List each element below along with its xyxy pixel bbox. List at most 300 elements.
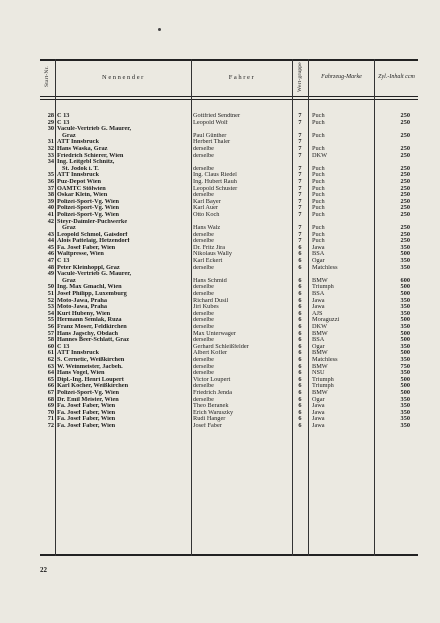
displacement-ccm: 350 [400,416,410,423]
entrant-name: Hans Jagschy, Obdach [57,330,119,337]
table-row [40,324,418,331]
class-value: 6 [298,383,302,390]
class-value: 6 [298,409,302,416]
table-row [40,311,418,318]
table-row [40,113,418,120]
vehicle-make: BMW [312,389,328,396]
header-start-nr: Start-Nr. [44,66,50,88]
entrant-name: S. Cernetic, Weißkirchen [57,356,125,363]
table-row [40,377,418,384]
rider-name: Dr. Fritz Jira [193,244,226,251]
start-number: 47 [47,258,54,265]
displacement-ccm: 500 [400,284,410,291]
rider-name: Friedrich Jenda [193,389,232,396]
start-number: 71 [47,416,54,423]
rider-name: derselbe [193,356,214,363]
displacement-ccm: 350 [400,304,410,311]
rider-name: Nikolaus Wally [193,251,233,258]
table-row [40,364,418,371]
header-rule-2 [40,99,418,100]
class-value: 7 [298,132,302,139]
vehicle-make: Jawa [312,297,325,304]
vehicle-make: Jawa [312,244,325,251]
vehicle-make: Jawa [312,422,325,429]
class-value: 6 [298,337,302,344]
entrant-name: Puz-Depot Wien [57,178,102,185]
table-row [40,298,418,305]
class-value: 6 [298,422,302,429]
vehicle-make: Jawa [312,403,325,410]
entrant-name: Fa. Josef Faber, Wien [57,409,116,416]
rider-name: derselbe [193,152,214,159]
rider-name: Karl Eckert [193,258,223,265]
start-number: 64 [47,370,54,377]
vehicle-make: Jawa [312,304,325,311]
header-wertgruppe: Wert-gruppe [297,62,303,92]
class-value: 7 [298,145,302,152]
displacement-ccm: 250 [400,145,410,152]
header-fahrer: Fahrer [228,73,256,81]
table-row [40,350,418,357]
vehicle-make: Matchless [312,264,338,271]
displacement-ccm: 250 [400,152,410,159]
entrant-name: Polizei-Sport-Vg. Wien [57,205,120,212]
class-value: 6 [298,330,302,337]
start-number: 42 [47,218,54,225]
rider-name: Hans Walz [193,225,221,232]
start-number: 67 [47,389,54,396]
entrant-name: Ing. Max Gmachl, Wien [57,284,122,291]
class-value: 6 [298,356,302,363]
start-number: 52 [47,297,54,304]
displacement-ccm: 250 [400,238,410,245]
vehicle-make: Ogar [312,258,325,265]
entrant-name: Moto-Jawa, Praha [57,297,108,304]
entrant-name: ATT Innsbruck [57,350,99,357]
vehicle-make: Puch [312,145,325,152]
entry-table [40,59,418,556]
start-number: 43 [47,231,54,238]
displacement-ccm: 350 [400,324,410,330]
vehicle-make: Puch [312,119,325,126]
vehicle-make: DKW [312,152,328,159]
class-value: 7 [298,192,302,199]
start-number: 66 [47,383,54,390]
rider-name: Otto Koch [193,211,220,218]
entrant-name: Franz Moser, Feldkirchen [57,324,127,330]
rider-name: Rudi Hanger [193,416,226,423]
vehicle-make: Puch [312,231,325,238]
entrant-name: Graz [62,277,76,284]
displacement-ccm: 250 [400,119,410,126]
class-value: 6 [298,350,302,357]
start-number: 34 [47,159,54,166]
entrant-name: C 13 [57,258,70,265]
table-row [40,344,418,351]
rider-name: Herbert Thaler [193,139,231,146]
table-row [40,317,418,324]
entrant-name: Alois Pattelaig, Hetzendorf [57,238,130,245]
entrant-name: Ing. Leitgebl Schnitz, [57,159,115,166]
class-value: 6 [298,244,302,251]
table-row [40,390,418,397]
class-value: 6 [298,304,302,311]
displacement-ccm: 500 [400,383,410,390]
table-row [40,232,418,239]
rider-name: Gerhard Schleißfelder [193,343,249,350]
table-row [40,192,418,199]
displacement-ccm: 250 [400,192,410,199]
vehicle-make: NSU [312,370,325,377]
page-number: 22 [40,566,47,574]
class-value: 6 [298,297,302,304]
start-number: 39 [47,198,54,205]
class-value: 6 [298,389,302,396]
class-value: 7 [298,238,302,245]
class-value: 7 [298,139,302,146]
vehicle-make: BMW [312,330,328,337]
class-value: 6 [298,277,302,284]
displacement-ccm: 250 [400,198,410,205]
header-fahrzeug-marke: Fahrzeug-Marke [321,73,362,80]
start-number: 44 [47,238,54,245]
class-value: 7 [298,178,302,185]
displacement-ccm: 500 [400,317,410,324]
rider-name: Jiri Kubes [193,304,219,311]
entrant-name: Vaculé-Vertrieb G. Maurer, [57,126,132,133]
entrant-name: Karl Kocher, Weißkirchen [57,383,129,390]
table-row [40,153,418,160]
table-row [40,397,418,404]
vehicle-make: Jawa [312,409,325,416]
class-value: 6 [298,416,302,423]
entrant-name: Fa. Josef Faber, Wien [57,403,116,410]
start-number: 50 [47,284,54,291]
class-value: 6 [298,310,302,317]
entrant-name: Waltpresse, Wien [57,251,104,258]
class-value: 7 [298,152,302,159]
start-number: 58 [47,337,54,344]
entrant-name: ATT Innsbruck [57,172,99,179]
entrant-name: Hermann Semlak, Ruza [57,317,122,324]
rider-name: derselbe [193,145,214,152]
displacement-ccm: 350 [400,403,410,410]
vehicle-make: BSA [312,251,325,258]
header-zylinderinhalt: Zyl.-Inhalt ccm [378,73,415,80]
class-value: 6 [298,264,302,271]
vehicle-make: Puch [312,165,325,172]
class-value: 7 [298,205,302,212]
table-row [40,159,418,166]
entrant-name: C 13 [57,343,70,350]
displacement-ccm: 250 [400,211,410,218]
table-row [40,172,418,179]
start-number: 54 [47,310,54,317]
start-number: 69 [47,403,54,410]
displacement-ccm: 350 [400,297,410,304]
rider-name: Victor Loupert [193,376,231,383]
class-value: 6 [298,403,302,410]
displacement-ccm: 350 [400,422,410,429]
ink-speck [158,28,161,31]
class-value: 7 [298,185,302,192]
table-row [40,278,418,285]
vehicle-make: Puch [312,225,325,232]
displacement-ccm: 500 [400,376,410,383]
table-row [40,265,418,272]
start-number: 32 [47,145,54,152]
displacement-ccm: 350 [400,396,410,403]
displacement-ccm: 350 [400,370,410,377]
rider-name: derselbe [193,310,214,317]
entrant-name: ÖAMTC Stölwien [57,185,106,192]
rider-name: Richard Dusil [193,297,229,304]
rider-name: derselbe [193,231,214,238]
class-value: 7 [298,165,302,172]
class-value: 6 [298,376,302,383]
rider-name: Leopold Schuster [193,185,238,192]
vehicle-make: Puch [312,192,325,199]
table-row [40,251,418,258]
entrant-name: Hannes Beer-Schlatt, Graz [57,337,129,344]
rider-name: Josef Faber [193,422,222,429]
vehicle-make: Triumph [312,383,334,390]
table-row [40,186,418,193]
start-number: 45 [47,244,54,251]
table-row [40,423,418,430]
table-row [40,258,418,265]
start-number: 68 [47,396,54,403]
entrant-name: ATT Innsbruck [57,139,99,146]
displacement-ccm: 250 [400,165,410,172]
table-row [40,370,418,377]
table-row [40,410,418,417]
displacement-ccm: 500 [400,337,410,344]
class-value: 7 [298,113,302,119]
vehicle-make: Puch [312,132,325,139]
rider-name: derselbe [193,317,214,324]
table-row [40,245,418,252]
start-number: 46 [47,251,54,258]
start-number: 72 [47,422,54,429]
table-row [40,225,418,232]
displacement-ccm: 500 [400,389,410,396]
vehicle-make: Puch [312,238,325,245]
table-row [40,139,418,146]
class-value: 6 [298,396,302,403]
class-value: 7 [298,211,302,218]
vehicle-make: Puch [312,113,325,119]
rider-name: Leopold Wolf [193,119,228,126]
entrant-name: Steyr-Daimler-Puchwerke [57,218,128,225]
entrant-name: Dr. Emil Meister, Wien [57,396,119,403]
entrant-name: Fa. Josef Faber, Wien [57,416,116,423]
rider-name: Theo Beranek [193,403,229,410]
rider-name: derselbe [193,363,214,370]
class-value: 6 [298,317,302,324]
table-row [40,238,418,245]
displacement-ccm: 250 [400,178,410,185]
displacement-ccm: 350 [400,409,410,416]
entrant-name: Hans Vogel, Wien [57,370,105,377]
class-value: 7 [298,225,302,232]
table-row [40,291,418,298]
header-nennender: Nennender [102,73,145,81]
class-value: 6 [298,291,302,298]
table-row [40,416,418,423]
start-number: 41 [47,211,54,218]
vehicle-make: BMW [312,277,328,284]
displacement-ccm: 350 [400,356,410,363]
rider-name: derselbe [193,396,214,403]
rider-name: Erich Waruszky [193,409,234,416]
entrant-name: Fa. Josef Faber, Wien [57,422,116,429]
table-row [40,219,418,226]
start-number: 28 [47,113,54,119]
start-number: 70 [47,409,54,416]
entrant-name: Leopold Schmol, Gaisdorf [57,231,128,238]
displacement-ccm: 500 [400,291,410,298]
displacement-ccm: 350 [400,244,410,251]
table-row [40,212,418,219]
displacement-ccm: 250 [400,231,410,238]
class-value: 6 [298,251,302,258]
vehicle-make: Puch [312,178,325,185]
entrant-name: C 13 [57,119,70,126]
vehicle-make: BMW [312,350,328,357]
displacement-ccm: 250 [400,225,410,232]
rider-name: derselbe [193,238,214,245]
entrant-name: Vaculé-Vertrieb G. Maurer, [57,271,132,278]
vehicle-make: Puch [312,198,325,205]
vehicle-make: Ogar [312,343,325,350]
entrant-name: Hans Waska, Graz [57,145,108,152]
rider-name: derselbe [193,370,214,377]
rider-name: Paul Günther [193,132,227,139]
start-number: 60 [47,343,54,350]
entrant-name: Polizei-Sport-Vg. Wien [57,198,120,205]
vehicle-make: Puch [312,205,325,212]
table-row [40,205,418,212]
vehicle-make: AJS [312,310,323,317]
table-row [40,179,418,186]
entrant-name: Josef Philipp, Luxemburg [57,291,127,298]
vehicle-make: Puch [312,211,325,218]
entrant-name: Friedrich Schierer, Wien [57,152,124,159]
entrant-name: Dipl.-Ing. Henri Loupert [57,376,124,383]
displacement-ccm: 250 [400,132,410,139]
displacement-ccm: 350 [400,264,410,271]
class-value: 6 [298,284,302,291]
start-number: 31 [47,139,54,146]
vehicle-make: Ogar [312,396,325,403]
vehicle-make: Triumph [312,284,334,291]
table-top-rule [40,59,418,61]
start-number: 65 [47,376,54,383]
rider-name: Ing. Hubert Rauh [193,178,237,185]
class-value: 6 [298,370,302,377]
rider-name: Albert Kofler [193,350,228,357]
entrant-name: Polizei-Sport-Vg. Wien [57,211,120,218]
start-number: 63 [47,363,54,370]
vehicle-make: Triumph [312,376,334,383]
rider-name: Karl Auer [193,205,219,212]
entrant-name: Peter Kleinhoppl, Graz [57,264,120,271]
start-number: 33 [47,152,54,159]
rider-name: derselbe [193,165,214,172]
start-number: 29 [47,119,54,126]
vehicle-make: DKW [312,324,328,330]
start-number: 49 [47,271,54,278]
rider-name: derselbe [193,337,214,344]
rider-name: derselbe [193,383,214,390]
start-number: 53 [47,304,54,311]
entrant-name: Fa. Josef Faber, Wien [57,244,116,251]
vehicle-make: Matchless [312,356,338,363]
class-value: 6 [298,363,302,370]
entrant-name: Graz [62,225,76,232]
class-value: 7 [298,198,302,205]
table-row [40,199,418,206]
table-row [40,166,418,173]
class-value: 7 [298,119,302,126]
table-row [40,284,418,291]
entrant-name: Moto-Jawa, Praha [57,304,108,311]
start-number: 36 [47,178,54,185]
class-value: 7 [298,231,302,238]
displacement-ccm: 250 [400,185,410,192]
displacement-ccm: 250 [400,205,410,212]
vehicle-make: Puch [312,172,325,179]
start-number: 57 [47,330,54,337]
entrant-name: Oskar Klein, Wien [57,192,108,199]
vehicle-make: Puch [312,185,325,192]
class-value: 7 [298,172,302,179]
class-value: 6 [298,324,302,330]
table-row [40,271,418,278]
start-number: 55 [47,317,54,324]
entrant-name: Kurt Hubeny, Wien [57,310,111,317]
table-row [40,337,418,344]
table-row [40,383,418,390]
table-row [40,357,418,364]
vehicle-make: BSA [312,337,325,344]
table-bottom-rule [40,554,418,556]
rider-name: derselbe [193,192,214,199]
start-number: 40 [47,205,54,212]
vehicle-make: BSA [312,291,325,298]
rider-name: Karl Bayer [193,198,221,205]
start-number: 37 [47,185,54,192]
rider-name: Hans Schmid [193,277,227,284]
entrant-name: Polizei-Sport-Vg. Wien [57,389,120,396]
header-rule [40,96,418,97]
table-row [40,403,418,410]
rider-name: Gottfried Sendtner [193,113,241,119]
rider-name: derselbe [193,284,214,291]
displacement-ccm: 250 [400,172,410,179]
start-number: 48 [47,264,54,271]
rider-name: Max Unterwager [193,330,236,337]
class-value: 6 [298,258,302,265]
start-number: 51 [47,291,54,298]
start-number: 30 [47,126,54,133]
displacement-ccm: 500 [400,251,410,258]
table-row [40,304,418,311]
displacement-ccm: 750 [400,363,410,370]
table-row [40,133,418,140]
entrant-name: W. Weinmeister, Jacbeh. [57,363,123,370]
